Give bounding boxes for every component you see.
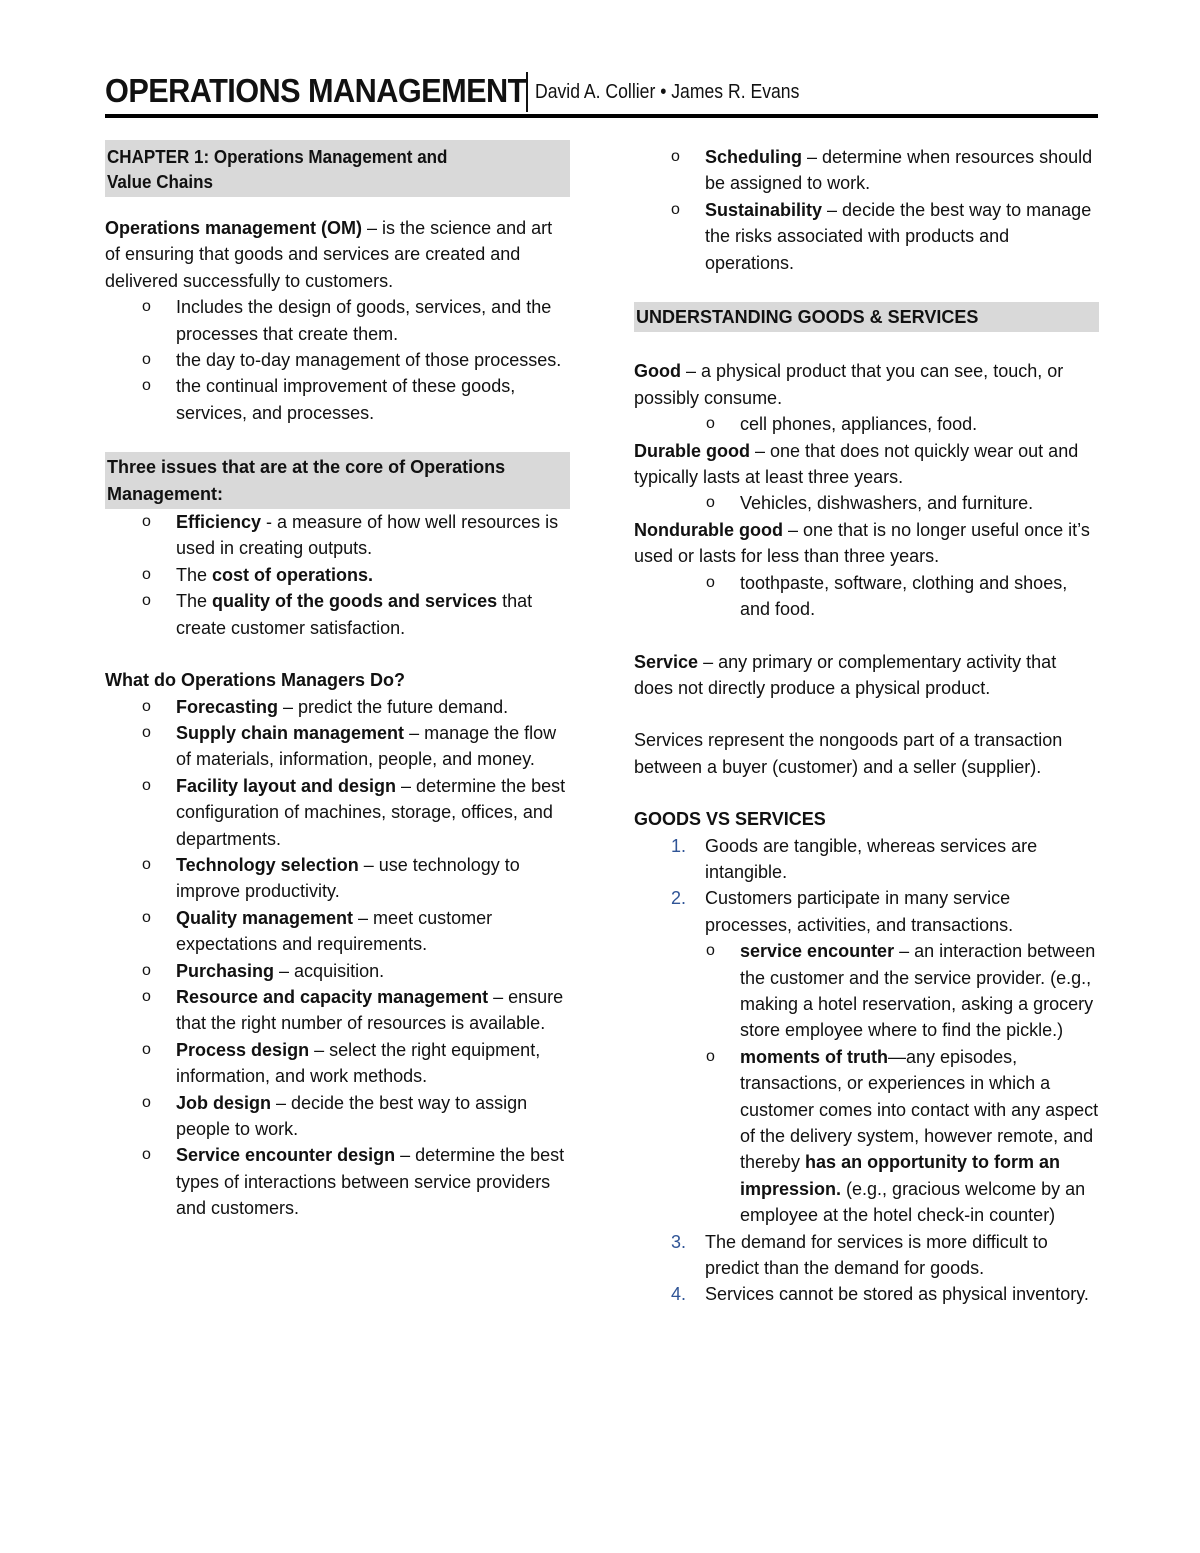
list-item: o Scheduling – determine when resources should be assigned to work. xyxy=(634,144,1099,197)
list-item: o Supply chain management – manage the flow of materials, information, people, and money. xyxy=(105,720,570,773)
goods-vs-services-heading: GOODS VS SERVICES xyxy=(634,809,826,830)
right-column xyxy=(634,144,1099,1308)
header-rule xyxy=(105,114,1098,118)
list-item: o the day to-day management of those processes. xyxy=(105,347,570,373)
durable-examples xyxy=(634,490,1099,516)
left-column xyxy=(105,140,570,1222)
durable-definition: Durable good – one that does not quickly wear out and typically lasts at least three years. xyxy=(634,440,1079,488)
list-item: o Facility layout and design – determine the best configuration of machines, storage, offices, and departments. xyxy=(105,773,570,852)
list-item: o Sustainability – decide the best way to manage the risks associated with products and operations. xyxy=(634,197,1099,276)
managers-list xyxy=(105,694,570,1222)
list-item: o Resource and capacity management – ensure that the right number of resources is available. xyxy=(105,984,570,1037)
om-definition: Operations management (OM) – is the science and art of ensuring that goods and services are created and delivered successfully to customers. xyxy=(105,218,553,291)
good-definition: Good – a physical product that you can see, touch, or possibly consume. xyxy=(634,361,1064,408)
list-item: 3. The demand for services is more difficult to predict than the demand for goods. xyxy=(671,1231,1048,1279)
list-item: o Process design – select the right equipment, information, and work methods. xyxy=(105,1037,570,1090)
service-sublist xyxy=(634,938,1099,1228)
nondurable-definition: Nondurable good – one that is no longer useful once it’s used or lasts for less than three years. xyxy=(634,519,1090,567)
list-item: o Vehicles, dishwashers, and furniture. xyxy=(634,490,1099,516)
issues-heading: Three issues that are at the core of Operations Management: xyxy=(105,452,570,509)
list-item: o cell phones, appliances, food. xyxy=(634,411,1099,437)
list-item: o Includes the design of goods, services, and the processes that create them. xyxy=(105,294,570,347)
managers-heading: What do Operations Managers Do? xyxy=(105,670,406,691)
list-item: o the continual improvement of these goods, services, and processes. xyxy=(105,373,570,426)
list-item: 2. Customers participate in many service processes, activities, and transactions. o service encounter – an interaction between the customer and the service provider. (e.g., making a hotel reservation, asking a grocery store employee where to find the pickle.) o moments of truth—any episodes, transactions, or experiences in which a customer comes into contact with any aspect of the delivery system, however remote, and thereby has an opportunity to form an impression. (e.g., gracious welcome by an employee at the hotel check-in counter) xyxy=(634,885,1099,1228)
list-item: o Forecasting – predict the future demand. xyxy=(105,694,570,720)
managers-list-continued xyxy=(634,144,1099,276)
page-header xyxy=(105,72,1098,118)
nondurable-examples xyxy=(634,570,1099,623)
chapter-heading: CHAPTER 1: Operations Management and Value Chains xyxy=(105,140,570,197)
services-represent: Services represent the nongoods part of a transaction between a buyer (customer) and a seller (supplier). xyxy=(634,730,1063,777)
list-item: o moments of truth—any episodes, transactions, or experiences in which a customer comes into contact with any aspect of the delivery system, however remote, and thereby has an opportunity to form an impression. (e.g., gracious welcome by an employee at the hotel check-in counter) xyxy=(634,1044,1099,1229)
list-item: o Quality management – meet customer expectations and requirements. xyxy=(105,905,570,958)
issues-list xyxy=(105,509,570,641)
list-item: o Purchasing – acquisition. xyxy=(105,958,570,984)
service-definition: Service – any primary or complementary activity that does not directly produce a physical product. xyxy=(634,651,1057,698)
list-item: o The quality of the goods and services that create customer satisfaction. xyxy=(105,588,570,641)
goods-services-heading: UNDERSTANDING GOODS & SERVICES xyxy=(634,302,1099,332)
list-item: 4. Services cannot be stored as physical inventory. xyxy=(671,1284,1089,1305)
list-item: o Technology selection – use technology to improve productivity. xyxy=(105,852,570,905)
list-item: o service encounter – an interaction between the customer and the service provider. (e.g., making a hotel reservation, asking a grocery store employee where to find the pickle.) xyxy=(634,938,1099,1044)
list-item: o Job design – decide the best way to assign people to work. xyxy=(105,1090,570,1143)
book-title: OPERATIONS MANAGEMENT xyxy=(105,72,526,109)
list-item: 1. Goods are tangible, whereas services are intangible. xyxy=(671,835,1038,882)
header-divider xyxy=(526,72,528,112)
list-item: o toothpaste, software, clothing and shoes, and food. xyxy=(634,570,1099,623)
list-item: o Efficiency - a measure of how well resources is used in creating outputs. xyxy=(105,509,570,562)
goods-vs-services-list xyxy=(634,833,1099,1308)
list-item: o The cost of operations. xyxy=(105,562,570,588)
good-examples xyxy=(634,411,1099,437)
om-bullet-list xyxy=(105,294,570,426)
list-item: o Service encounter design – determine the best types of interactions between service providers and customers. xyxy=(105,1142,570,1221)
book-authors: David A. Collier • James R. Evans xyxy=(535,81,800,103)
